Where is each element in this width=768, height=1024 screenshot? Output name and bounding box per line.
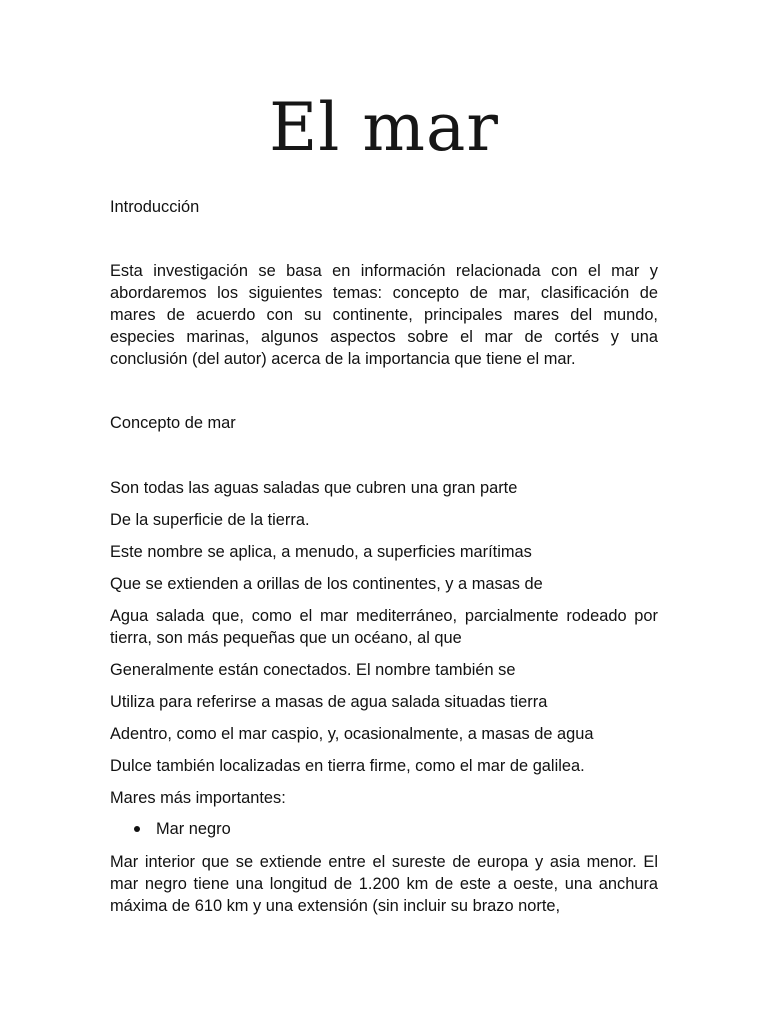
important-seas-heading: Mares más importantes:: [110, 789, 286, 807]
concept-heading: Concepto de mar: [110, 414, 236, 432]
concept-line: Adentro, como el mar caspio, y, ocasionalmente, a masas de agua: [110, 725, 594, 743]
list-item-label: Mar negro: [156, 820, 231, 838]
bullet-icon: [134, 826, 140, 832]
black-sea-paragraph: Mar interior que se extiende entre el sureste de europa y asia menor. El mar negro tiene una longitud de 1.200 km de este a oeste, una anchura máxima de 610 km y una extensión (sin incluir su brazo norte,: [110, 853, 658, 915]
list-item: [110, 818, 231, 840]
concept-line: Agua salada que, como el mar mediterráneo, parcialmente rodeado por tierra, son más pequeñas que un océano, al que: [110, 607, 658, 647]
concept-line: Que se extienden a orillas de los continentes, y a masas de: [110, 575, 543, 593]
concept-line: De la superficie de la tierra.: [110, 511, 310, 529]
concept-line: Este nombre se aplica, a menudo, a superficies marítimas: [110, 543, 532, 561]
seas-list: [110, 818, 231, 840]
introduction-heading: Introducción: [110, 198, 200, 216]
concept-line: Son todas las aguas saladas que cubren una gran parte: [110, 479, 518, 497]
concept-line: Generalmente están conectados. El nombre también se: [110, 661, 516, 679]
document-title: El mar: [269, 89, 499, 166]
concept-line: Dulce también localizadas en tierra firme, como el mar de galilea.: [110, 757, 585, 775]
introduction-paragraph: Esta investigación se basa en información relacionada con el mar y abordaremos los siguientes temas: concepto de mar, clasificación de mares de acuerdo con su continente, principales mares del mundo, especies marinas, algunos aspectos sobre el mar de cortés y una conclusión (del autor) acerca de la importancia que tiene el mar.: [110, 262, 658, 368]
concept-line: Utiliza para referirse a masas de agua salada situadas tierra: [110, 693, 548, 711]
